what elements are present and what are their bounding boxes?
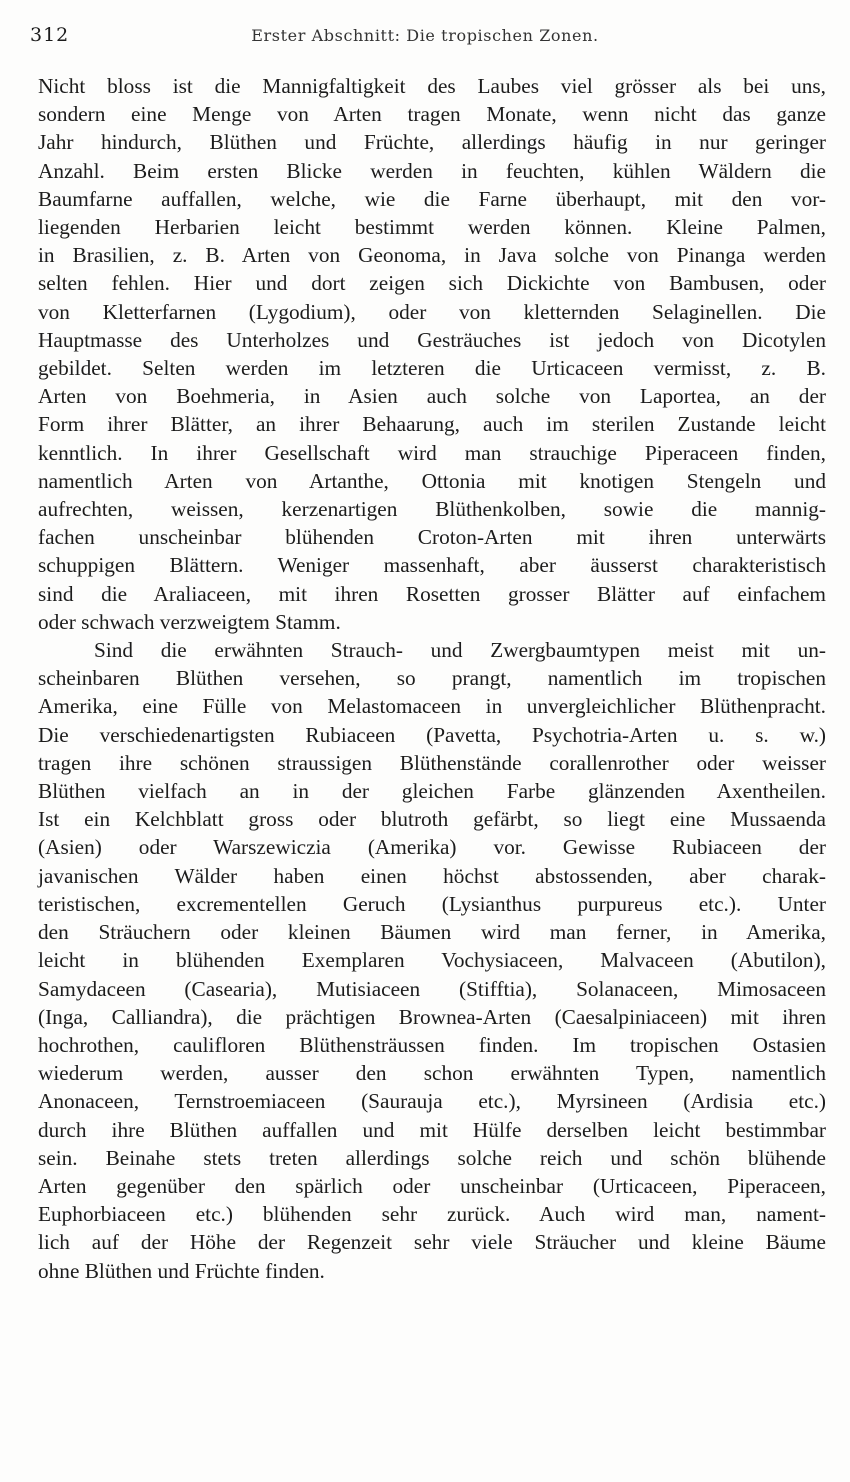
text-line: Ist ein Kelchblatt gross oder blutroth gefärbt, so liegt eine Mussaenda bbox=[38, 807, 826, 832]
text-line: teristischen, excrementellen Geruch (Lysianthus purpureus etc.). Unter bbox=[38, 891, 826, 916]
text-line: leicht in blühenden Exemplaren Vochysiaceen, Malvaceen (Abutilon), bbox=[38, 948, 826, 973]
text-line: Arten von Boehmeria, in Asien auch solche von Laportea, an der bbox=[38, 384, 826, 409]
text-line: gebildet. Selten werden im letzteren die Urticaceen vermisst, z. B. bbox=[38, 356, 826, 381]
text-line: Anzahl. Beim ersten Blicke werden in feuchten, kühlen Wäldern die bbox=[38, 158, 826, 183]
text-line: scheinbaren Blüthen versehen, so prangt, namentlich im tropischen bbox=[38, 666, 826, 691]
text-line: hochrothen, caulifloren Blüthensträussen finden. Im tropischen Ostasien bbox=[38, 1032, 826, 1057]
text-line: namentlich Arten von Artanthe, Ottonia mit knotigen Stengeln und bbox=[38, 468, 826, 493]
text-line: aufrechten, weissen, kerzenartigen Blüthenkolben, sowie die mannig- bbox=[38, 497, 826, 522]
text-line: oder schwach verzweigtem Stamm. bbox=[38, 609, 341, 634]
text-line: Nicht bloss ist die Mannigfaltigkeit des Laubes viel grösser als bei uns, bbox=[38, 74, 826, 98]
text-line: den Sträuchern oder kleinen Bäumen wird man ferner, in Amerika, bbox=[38, 920, 826, 945]
text-line: Jahr hindurch, Blüthen und Früchte, allerdings häufig in nur geringer bbox=[38, 130, 826, 155]
text-line: liegenden Herbarien leicht bestimmt werden können. Kleine Palmen, bbox=[38, 215, 826, 240]
text-line: sondern eine Menge von Arten tragen Monate, wenn nicht das ganze bbox=[38, 102, 826, 127]
text-line: Baumfarne auffallen, welche, wie die Farne überhaupt, mit den vor- bbox=[38, 186, 826, 211]
text-line: von Kletterfarnen (Lygodium), oder von kletternden Selaginellen. Die bbox=[38, 299, 826, 324]
text-line: selten fehlen. Hier und dort zeigen sich Dickichte von Bambusen, oder bbox=[38, 271, 826, 296]
text-line: Die verschiedenartigsten Rubiaceen (Pavetta, Psychotria-Arten u. s. w.) bbox=[38, 722, 826, 747]
text-line: schuppigen Blättern. Weniger massenhaft, aber äusserst charakteristisch bbox=[38, 553, 826, 578]
text-line: in Brasilien, z. B. Arten von Geonoma, in Java solche von Pinanga werden bbox=[38, 243, 826, 268]
text-line: Arten gegenüber den spärlich oder unscheinbar (Urticaceen, Piperaceen, bbox=[38, 1173, 826, 1198]
text-line: (Asien) oder Warszewiczia (Amerika) vor. Gewisse Rubiaceen der bbox=[38, 835, 826, 860]
text-line: durch ihre Blüthen auffallen und mit Hülfe derselben leicht bestimmbar bbox=[38, 1117, 826, 1142]
text-line: lich auf der Höhe der Regenzeit sehr viele Sträucher und kleine Bäume bbox=[38, 1230, 826, 1255]
text-line: javanischen Wälder haben einen höchst abstossenden, aber charak- bbox=[38, 863, 826, 888]
text-line: Amerika, eine Fülle von Melastomaceen in unvergleichlicher Blüthenpracht. bbox=[38, 694, 826, 719]
paragraph bbox=[38, 72, 826, 636]
text-line: ohne Blüthen und Früchte finden. bbox=[38, 1258, 325, 1283]
text-line: wiederum werden, ausser den schon erwähnten Typen, namentlich bbox=[38, 1061, 826, 1086]
text-line: Hauptmasse des Unterholzes und Gesträuches ist jedoch von Dicotylen bbox=[38, 327, 826, 352]
text-line: sein. Beinahe stets treten allerdings solche reich und schön blühende bbox=[38, 1145, 826, 1170]
text-line: kenntlich. In ihrer Gesellschaft wird man strauchige Piperaceen finden, bbox=[38, 440, 826, 465]
text-line: tragen ihre schönen straussigen Blüthenstände corallenrother oder weisser bbox=[38, 750, 826, 775]
text-line: (Inga, Calliandra), die prächtigen Brownea-Arten (Caesalpiniaceen) mit ihren bbox=[38, 1004, 826, 1029]
body-text bbox=[38, 72, 826, 1285]
text-line: Sind die erwähnten Strauch- und Zwergbaumtypen meist mit un- bbox=[94, 638, 826, 663]
page-number: 312 bbox=[30, 24, 70, 46]
text-line: sind die Araliaceen, mit ihren Rosetten grosser Blätter auf einfachem bbox=[38, 581, 826, 606]
text-line: Blüthen vielfach an in der gleichen Farbe glänzenden Axentheilen. bbox=[38, 779, 826, 804]
text-line: Samydaceen (Casearia), Mutisiaceen (Stifftia), Solanaceen, Mimosaceen bbox=[38, 976, 826, 1001]
text-line: Form ihrer Blätter, an ihrer Behaarung, auch im sterilen Zustande leicht bbox=[38, 412, 826, 437]
running-title: Erster Abschnitt: Die tropischen Zonen. bbox=[251, 26, 599, 45]
text-line: fachen unscheinbar blühenden Croton-Arten mit ihren unterwärts bbox=[38, 525, 826, 550]
text-line: Anonaceen, Ternstroemiaceen (Saurauja etc.), Myrsineen (Ardisia etc.) bbox=[38, 1089, 826, 1114]
page-header bbox=[30, 20, 820, 50]
paragraph bbox=[38, 636, 826, 1285]
text-line: Euphorbiaceen etc.) blühenden sehr zurück. Auch wird man, nament- bbox=[38, 1202, 826, 1227]
